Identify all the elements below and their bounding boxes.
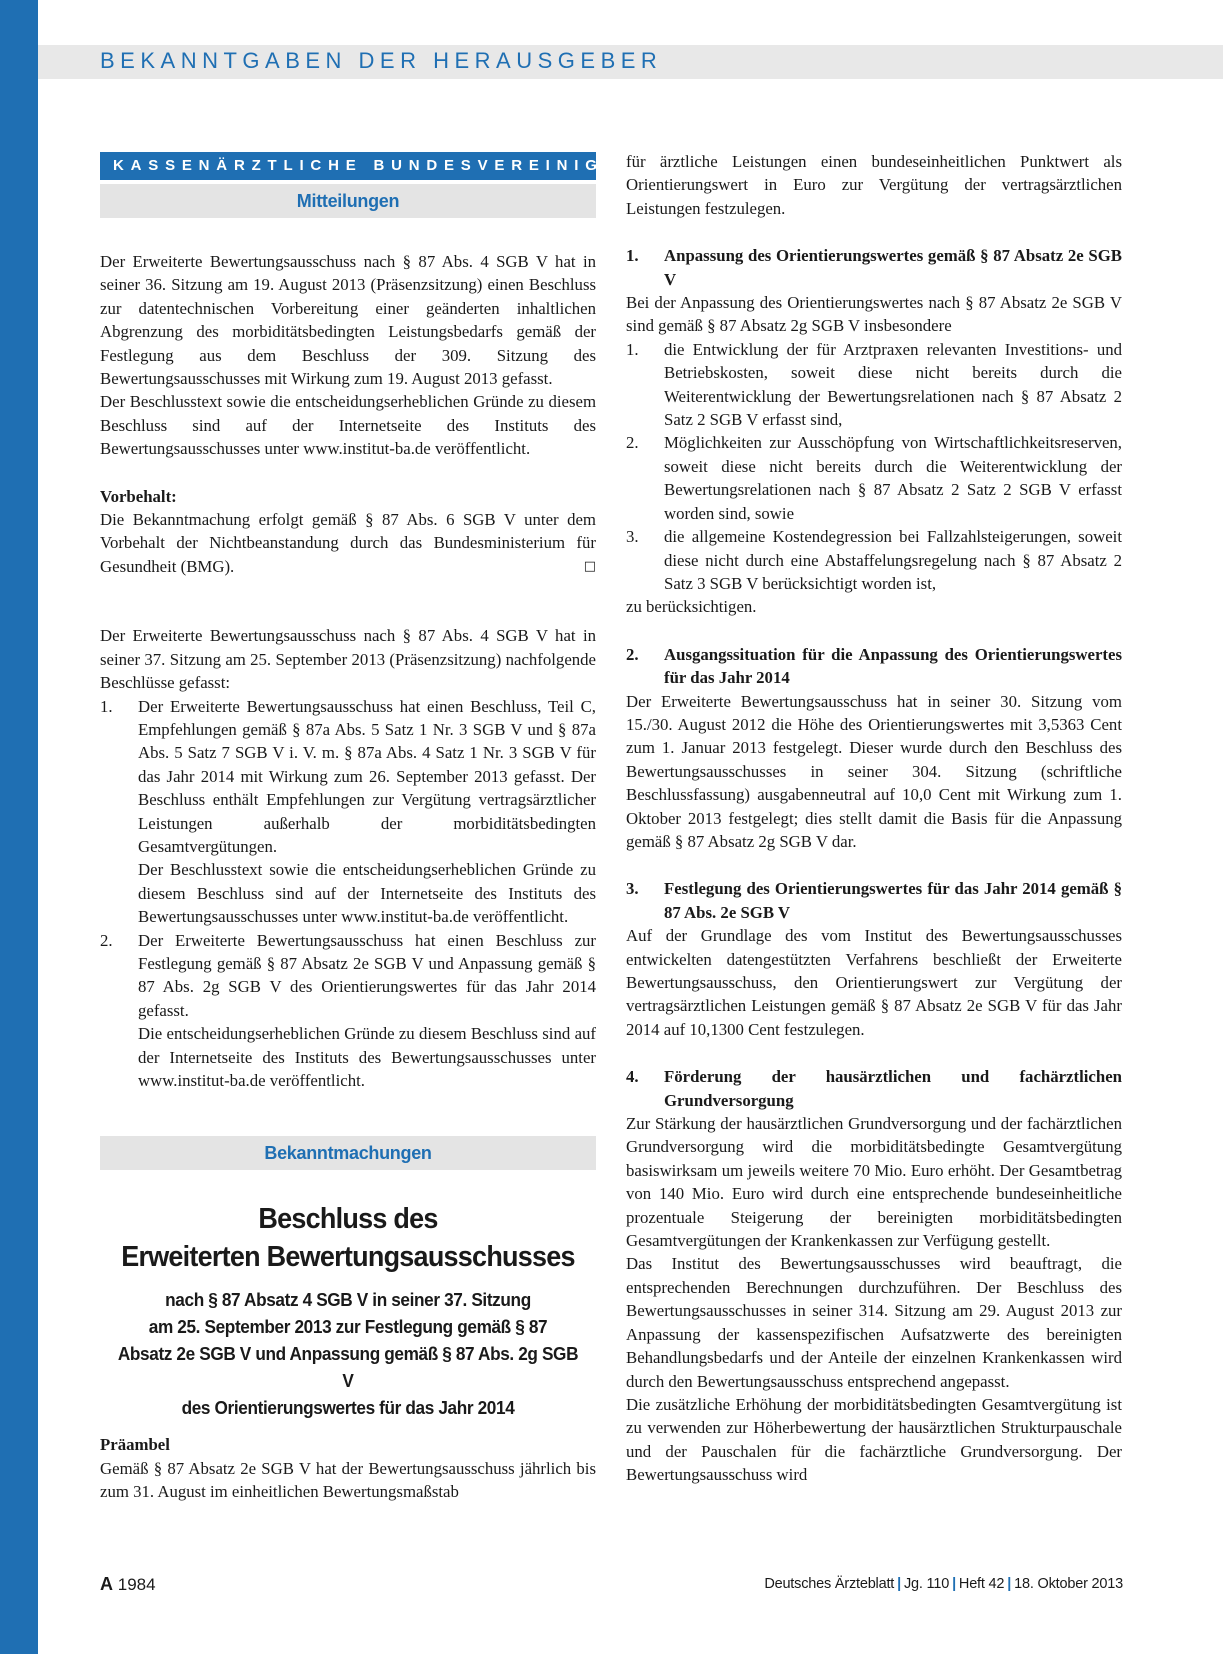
list-item xyxy=(100,695,596,929)
paragraph: zu berücksichtigen. xyxy=(626,597,757,617)
paragraph: Der Erweiterte Bewertungsausschuss nach § 87 Abs. 4 SGB V hat in seiner 36. Sitzung am 19. August 2013 (Präsenzsitzung) einen Beschluss zur datentechnischen Vorbereitung einer geänderten inhaltlichen Abgrenzung des morbiditätsbedingten Leistungsbedarfs gemäß der Festlegung aus dem Beschluss der 309. Sitzung des Bewertungsausschusses mit Wirkung zum 19. August 2013 gefasst. xyxy=(100,252,596,389)
left-column xyxy=(100,152,658,1504)
list-item: 2. Möglichkeiten zur Ausschöpfung von Wirtschaftlichkeitsreserven, soweit diese nicht bereits durch die Weiterentwicklung der Bewertungsrelationen nach § 87 Absatz 2 Satz 2 SGB V erfasst worden sind, sowie xyxy=(626,433,1122,523)
praeambel-label: Präambel xyxy=(100,1435,170,1455)
section-bar-bekanntmachungen: Bekanntmachungen xyxy=(100,1136,596,1170)
section-heading-4: 4. Förderung der hausärztlichen und fachärztlichen Grundversorgung xyxy=(626,1067,1122,1110)
journal-issue: Heft 42 xyxy=(958,1576,1005,1592)
journal-citation: Deutsches Ärzteblatt | Jg. 110 | Heft 42 | 18. Oktober 2013 xyxy=(764,1576,1123,1592)
list-item: 3. die allgemeine Kostendegression bei Fallzahlsteigerungen, soweit diese nicht durch eine Abstaffelungsregelung nach § 87 Absatz 2 Satz 3 SGB V berücksichtigt worden ist, xyxy=(626,527,1122,593)
section-heading-3: 3. Festlegung des Orientierungswertes für das Jahr 2014 gemäß § 87 Abs. 2e SGB V xyxy=(626,879,1122,922)
paragraph: Bei der Anpassung des Orientierungswertes nach § 87 Absatz 2e SGB V sind gemäß § 87 Absatz 2g SGB V insbesondere xyxy=(626,293,1122,336)
org-banner: KASSENÄRZTLICHE BUNDESVEREINIGUNG xyxy=(100,152,596,180)
journal-volume: Jg. 110 xyxy=(903,1576,950,1592)
vorbehalt-text: Die Bekanntmachung erfolgt gemäß § 87 Abs. 6 SGB V unter dem Vorbehalt der Nichtbeanstandung durch das Bundesministerium für Gesundheit (BMG). □ xyxy=(100,508,596,578)
section-header-title: BEKANNTGABEN DER HERAUSGEBER xyxy=(100,48,663,73)
section-heading-1: 1. Anpassung des Orientierungswertes gemäß § 87 Absatz 2e SGB V xyxy=(626,246,1122,289)
paragraph: Der Erweiterte Bewertungsausschuss nach § 87 Abs. 4 SGB V hat in seiner 37. Sitzung am 25. September 2013 (Präsenzsitzung) nachfolgende Beschlüsse gefasst: xyxy=(100,626,596,693)
praeambel-text: Gemäß § 87 Absatz 2e SGB V hat der Bewertungsausschuss jährlich bis zum 31. August im einheitlichen Bewertungsmaßstab xyxy=(100,1458,596,1502)
paragraph: Auf der Grundlage des vom Institut des Bewertungsausschusses entwickelten datengestützten Verfahrens beschließt der Erweiterte Bewertungsausschuss, den Orientierungswert zur Vergütung der vertragsärztlichen Leistungen gemäß § 87 Absatz 2e SGB V für das Jahr 2014 auf 10,1300 Cent festzulegen. xyxy=(626,926,1122,1039)
list-text: Die entscheidungserheblichen Gründe zu diesem Beschluss sind auf der Internetseite des Instituts des Bewertungsausschusses unter www.institut-ba.de veröffentlicht. xyxy=(138,1024,596,1090)
list-number: 1. xyxy=(100,696,113,716)
list-item: 1. die Entwicklung der für Arztpraxen relevanten Investitions- und Betriebskosten, soweit diese nicht bereits durch die Weiterentwicklung der Bewertungsrelationen nach § 87 Absatz 2 Satz 2 SGB V erfasst sind, xyxy=(626,339,1122,430)
journal-name: Deutsches Ärzteblatt xyxy=(764,1576,895,1592)
page-number: A 1984 xyxy=(100,1574,156,1594)
list-text: Der Erweiterte Bewertungsausschuss hat einen Beschluss, Teil C, Empfehlungen gemäß § 87a Abs. 5 Satz 1 Nr. 3 SGB V und § 87a Abs. 5 Satz 7 SGB V i. V. m. § 87a Abs. 4 Satz 1 Nr. 3 SGB V für das Jahr 2014 mit Wirkung zum 26. September 2013 gefasst. Der Beschluss enthält Empfehlungen zur Vergütung vertragsärztlicher Leistungen außerhalb der morbiditätsbedingten Gesamtvergütungen. xyxy=(138,696,596,856)
end-mark-icon: □ xyxy=(583,558,596,574)
article-subtitle: nach § 87 Absatz 4 SGB V in seiner 37. Sitzung am 25. September 2013 zur Festlegung gemäß § 87 Absatz 2e SGB V und Anpassung gemäß § 87 Abs. 2g SGB V des Orientierungswertes für das Jahr 2014 xyxy=(117,1289,579,1419)
paragraph: Das Institut des Bewertungsausschusses wird beauftragt, die entsprechenden Berechnungen durchzuführen. Der Beschluss des Bewertungsausschusses in seiner 314. Sitzung am 29. August 2013 zur Anpassung der kassenspezifischen Aufsatzwerte des bereinigten Behandlungsbedarfs und der Anteile der einzelnen Krankenkassen wird durch den Bewertungsausschuss entsprechend angepasst. xyxy=(626,1254,1122,1391)
paragraph: Die zusätzliche Erhöhung der morbiditätsbedingten Gesamtvergütung ist zu verwenden zur Höherbewertung der hausärztlichen Strukturpauschale und der Pauschalen für die fachärztliche Grundversorgung. Der Bewertungsausschuss wird xyxy=(626,1394,1122,1485)
list-item xyxy=(100,929,596,1093)
right-column xyxy=(626,150,1122,1487)
paragraph: Zur Stärkung der hausärztlichen Grundversorgung und der fachärztlichen Grundversorgung wird die morbiditätsbedingte Gesamtvergütung basiswirksam um jeweils weitere 70 Mio. Euro erhöht. Der Gesamtbetrag von 140 Mio. Euro wird durch eine entsprechende bundeseinheitliche prozentuale Steigerung der bereinigten morbiditätsbedingten Gesamtvergütungen der Krankenkassen zur Verfügung gestellt. xyxy=(626,1114,1122,1251)
article-title: Beschluss des Erweiterten Bewertungsausschusses xyxy=(121,1203,575,1274)
paragraph: Der Erweiterte Bewertungsausschuss hat in seiner 30. Sitzung vom 15./30. August 2012 die Höhe des Orientierungswertes mit 3,5363 Cent zum 1. Januar 2013 festgelegt. Dieser wurde durch den Beschluss des Bewertungsausschusses in seiner 304. Sitzung (schriftliche Beschlussfassung) ausgabenneutral auf 10,0 Cent mit Wirkung zum 1. Oktober 2013 festgelegt; dies stellt damit die Basis für die Anpassung gemäß § 87 Absatz 2g SGB V dar. xyxy=(626,691,1122,851)
list-text: Der Beschlusstext sowie die entscheidungserheblichen Gründe zu diesem Beschluss sind auf der Internetseite des Instituts des Bewertungsausschusses unter www.institut-ba.de veröffentlicht. xyxy=(138,860,596,927)
section-header-band xyxy=(38,45,1223,79)
section-bar-mitteilungen: Mitteilungen xyxy=(100,184,596,218)
vorbehalt-label: Vorbehalt: xyxy=(100,486,177,506)
paragraph: für ärztliche Leistungen einen bundeseinheitlichen Punktwert als Orientierungswert in Euro zur Vergütung der vertragsärztlichen Leistungen festzulegen. xyxy=(626,152,1122,218)
list-text: Der Erweiterte Bewertungsausschuss hat einen Beschluss zur Festlegung gemäß § 87 Absatz 2e SGB V und Anpassung gemäß § 87 Abs. 2g SGB V des Orientierungswertes für das Jahr 2014 gefasst. xyxy=(138,930,596,1020)
list-number: 2. xyxy=(100,930,113,950)
section-heading-2: 2. Ausgangssituation für die Anpassung des Orientierungswertes für das Jahr 2014 xyxy=(626,644,1122,688)
left-color-stripe xyxy=(0,0,38,1654)
journal-date: 18. Oktober 2013 xyxy=(1014,1576,1123,1592)
paragraph: Der Beschlusstext sowie die entscheidungserheblichen Gründe zu diesem Beschluss sind auf der Internetseite des Instituts des Bewertungsausschusses unter www.institut-ba.de veröffentlicht. xyxy=(100,392,596,459)
